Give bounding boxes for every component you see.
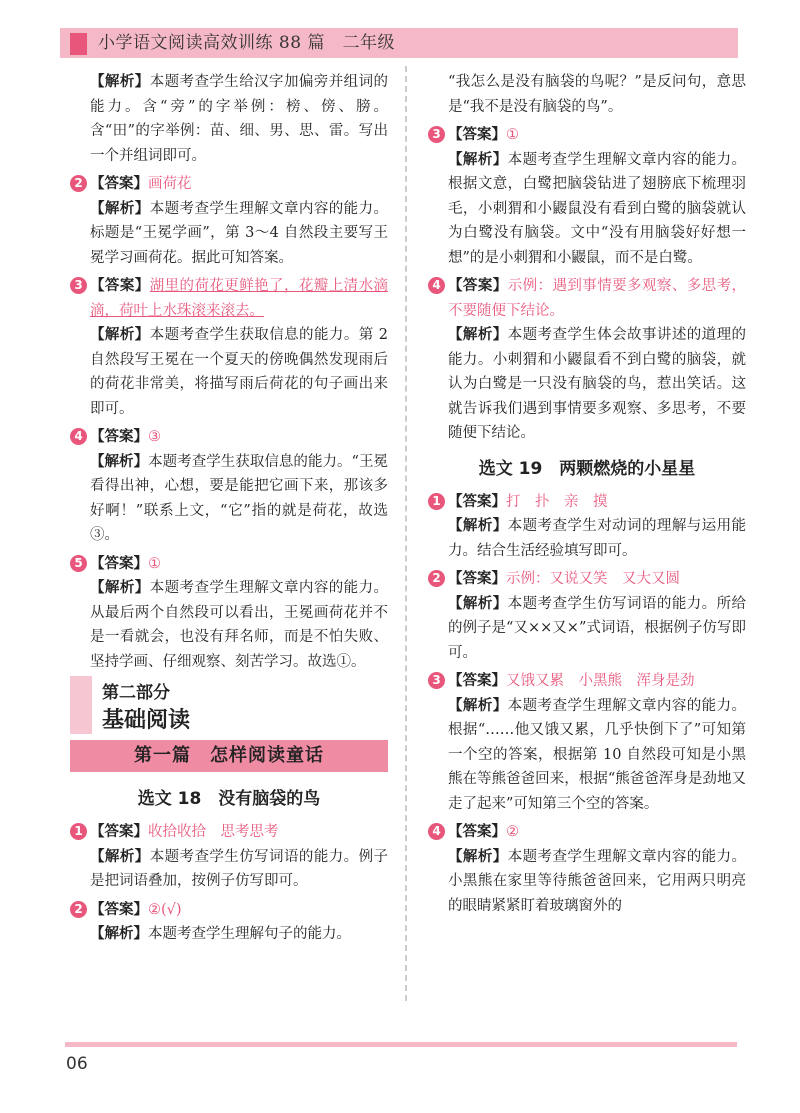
- number-badge: 2: [70, 175, 87, 192]
- s18-q2-analysis: 【解析】本题考查学生理解句子的能力。: [90, 926, 351, 942]
- s18-q1-answer: 1 【答案】收拾收拾 思考思考: [70, 820, 388, 845]
- chapter-banner: 第一篇 怎样阅读童话: [70, 740, 388, 772]
- number-badge: 3: [428, 672, 445, 689]
- q2-analysis: 【解析】本题考查学生理解文章内容的能力。标题是“王冕学画”，第 3～4 自然段主要写王冕学习画荷花。据此可知答案。: [90, 200, 389, 266]
- r-q3-analysis: 【解析】本题考查学生理解文章内容的能力。根据文意，白鹭把脑袋钻进了翅膀底下梳理羽毛，小刺猬和小鼹鼠没有看到白鹭的脑袋就认为白鹭没有脑袋。文中“没有用脑袋好好想一想”的是小刺猬和小鼹鼠，而不是白鹭。: [448, 151, 747, 266]
- number-badge: 4: [428, 277, 445, 294]
- section-title-19: 选文 19 两颗燃烧的小星星: [478, 458, 696, 479]
- number-badge: 5: [70, 555, 87, 572]
- s18-q1-analysis: 【解析】本题考查学生仿写词语的能力。例子是把词语叠加，按例子仿写即可。: [90, 848, 389, 889]
- section-title-18: 选文 18 没有脑袋的鸟: [137, 789, 321, 809]
- q4-analysis: 【解析】本题考查学生获取信息的能力。“王冕看得出神，心想，要是能把它画下来，那该多好啊！”联系上文，“它”指的就是荷花，故选③。: [90, 453, 388, 543]
- r-q3-answer: 3 【答案】①: [428, 123, 746, 148]
- r-q4-analysis: 【解析】本题考查学生体会故事讲述的道理的能力。小刺猬和小鼹鼠看不到白鹭的脑袋，就认为白鹭是一只没有脑袋的鸟，惹出笑话。这就告诉我们遇到事情要多观察、多思考，不要随便下结论。: [448, 327, 747, 441]
- s19-q4-answer: 4 【答案】②: [428, 820, 746, 845]
- s19-q4-analysis: 【解析】本题考查学生理解文章内容的能力。小黑熊在家里等待熊爸爸回来，它用两只明亮的眼睛紧紧盯着玻璃窗外的: [448, 848, 747, 914]
- continued-text: “我怎么是没有脑袋的鸟呢？”是反问句，意思是“我不是没有脑袋的鸟”。: [448, 74, 746, 115]
- r-q4-answer: 4 【答案】示例：遇到事情要多观察、多思考，不要随便下结论。: [428, 274, 746, 323]
- part-label: 第二部分: [102, 683, 170, 703]
- s19-q3-analysis: 【解析】本题考查学生理解文章内容的能力。根据“……他又饿又累，几乎快倒下了”可知第一个空的答案，根据第 10 自然段可知是小黑熊在等熊爸爸回来，根据“熊爸爸浑身是劲地又走了起来”可知第三个空的答案。: [448, 697, 747, 812]
- footer-line: [65, 1042, 737, 1047]
- number-badge: 4: [70, 428, 87, 445]
- q3-answer: 3 【答案】湖里的荷花更鲜艳了，花瓣上清水滴滴，荷叶上水珠滚来滚去。: [70, 274, 388, 323]
- number-badge: 4: [428, 823, 445, 840]
- left-column: [70, 70, 388, 947]
- s19-q3-answer: 3 【答案】又饿又累 小黑熊 浑身是劲: [428, 669, 746, 694]
- number-badge: 2: [428, 570, 445, 587]
- page-number: 06: [66, 1054, 88, 1074]
- s19-q1-analysis: 【解析】本题考查学生对动词的理解与运用能力。结合生活经验填写即可。: [448, 518, 747, 559]
- q4-answer: 4 【答案】③: [70, 425, 388, 450]
- q5-analysis: 【解析】本题考查学生理解文章内容的能力。从最后两个自然段可以看出，王冕画荷花并不是一看就会，也没有拜名师，而是不怕失败、坚持学画、仔细观察、刻苦学习。故选①。: [90, 580, 389, 670]
- column-divider: [405, 66, 407, 1001]
- right-column: [428, 70, 746, 918]
- q3-analysis: 【解析】本题考查学生获取信息的能力。第 2 自然段写王冕在一个夏天的傍晚偶然发现雨后的荷花非常美，将描写雨后荷花的句子画出来即可。: [90, 327, 388, 417]
- part-title: 基础阅读: [102, 708, 191, 733]
- number-badge: 1: [70, 823, 87, 840]
- number-badge: 3: [70, 277, 87, 294]
- header-tab-marker: [70, 33, 87, 55]
- number-badge: 2: [70, 901, 87, 918]
- number-badge: 1: [428, 493, 445, 510]
- number-badge: 3: [428, 126, 445, 143]
- s19-q2-analysis: 【解析】本题考查学生仿写词语的能力。所给的例子是“又××又×”式词语，根据例子仿写即可。: [448, 595, 747, 661]
- q2-answer: 2 【答案】画荷花: [70, 172, 388, 197]
- book-title: 小学语文阅读高效训练 88 篇 二年级: [98, 33, 395, 53]
- q5-answer: 5 【答案】①: [70, 552, 388, 577]
- part-heading-bar: [70, 676, 92, 734]
- s19-q2-answer: 2 【答案】示例：又说又笑 又大又圆: [428, 567, 746, 592]
- s18-q2-answer: 2 【答案】②(√): [70, 898, 388, 923]
- intro-analysis: 【解析】本题考查学生给汉字加偏旁并组词的能力。含“旁”的字举例：榜、傍、膀。含“田”的字举例：苗、细、男、思、雷。写出一个并组词即可。: [90, 74, 389, 164]
- s19-q1-answer: 1 【答案】打 扑 亲 摸: [428, 490, 746, 515]
- part-heading: [70, 676, 388, 734]
